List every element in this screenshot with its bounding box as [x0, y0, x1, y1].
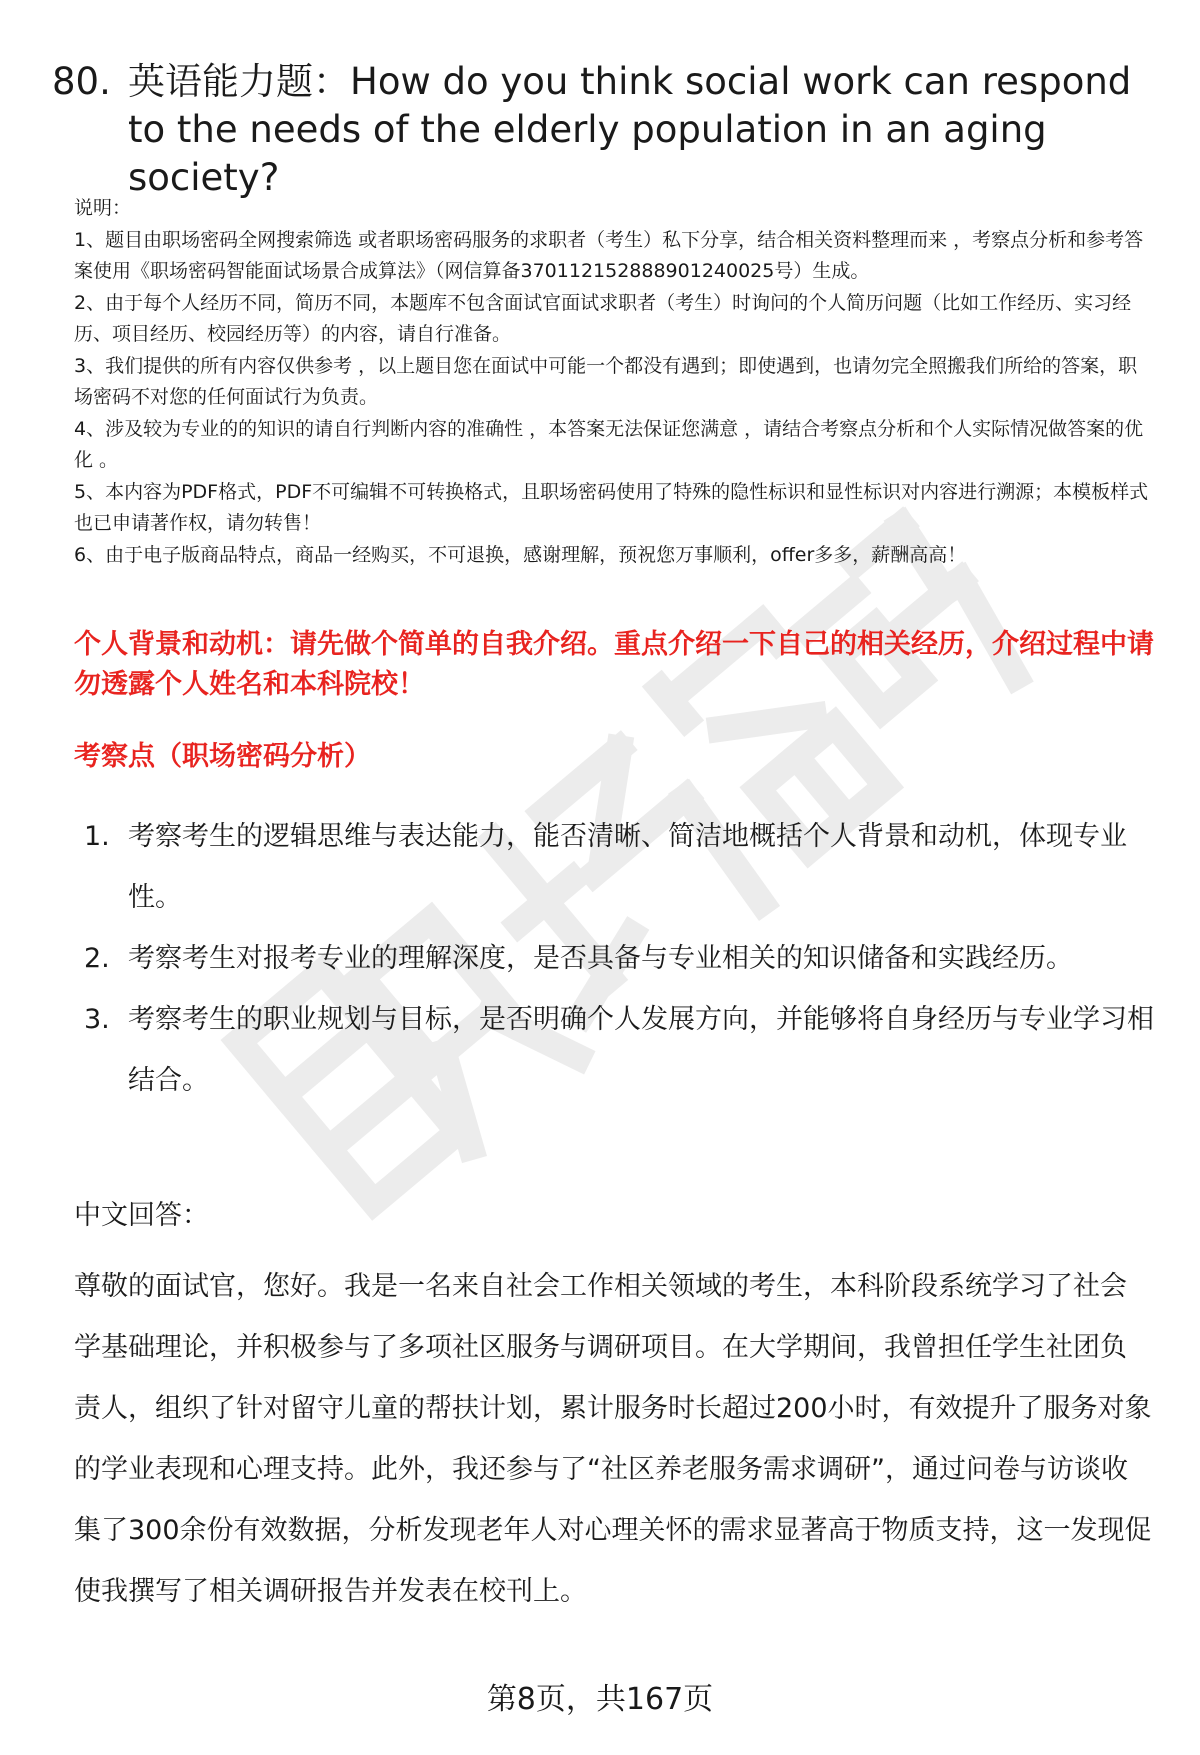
point-index: 1. — [84, 821, 110, 852]
point-index: 2. — [84, 943, 110, 974]
background-question: 个人背景和动机：请先做个简单的自我介绍。重点介绍一下自己的相关经历，介绍过程中请勿透露个人姓名和本科院校！ — [74, 629, 1154, 700]
note-item: 4、涉及较为专业的的知识的请自行判断内容的准确性 ，本答案无法保证您满意 ，请结合考察点分析和个人实际情况做答案的优化 。 — [74, 417, 1144, 471]
note-item: 6、由于电子版商品特点，商品一经购买，不可退换，感谢理解，预祝您万事顺利，offer多多，薪酬高高！ — [74, 543, 967, 566]
analysis-point — [84, 928, 1154, 989]
answer-text: 尊敬的面试官，您好。我是一名来自社会工作相关领域的考生，本科阶段系统学习了社会学基础理论，并积极参与了多项社区服务与调研项目。在大学期间，我曾担任学生社团负责人，组织了针对留守儿童的帮扶计划，累计服务时长超过200小时，有效提升了服务对象的学业表现和心理支持。此外，我还参与了“社区养老服务需求调研”，通过问卷与访谈收集了300余份有效数据，分析发现老年人对心理关怀的需求显著高于物质支持，这一发现促使我撰写了相关调研报告并发表在校刊上。 — [74, 1271, 1152, 1607]
question-title — [52, 58, 1152, 202]
point-index: 3. — [84, 1004, 110, 1035]
point-text: 考察考生的职业规划与目标，是否明确个人发展方向，并能够将自身经历与专业学习相结合。 — [128, 1004, 1154, 1096]
answer-label: 中文回答： — [74, 1200, 209, 1231]
note-item: 3、我们提供的所有内容仅供参考 ，以上题目您在面试中可能一个都没有遇到；即使遇到，也请勿完全照搬我们所给的答案，职场密码不对您的任何面试行为负责。 — [74, 354, 1138, 408]
point-text: 考察考生的逻辑思维与表达能力，能否清晰、简洁地概括个人背景和动机，体现专业性。 — [128, 821, 1127, 913]
notes-block — [74, 193, 1154, 571]
analysis-points-list — [84, 806, 1154, 1111]
analysis-title: 考察点（职场密码分析） — [74, 741, 371, 772]
notes-heading: 说明： — [74, 197, 132, 219]
analysis-point — [84, 989, 1154, 1111]
question-number: 80. — [52, 60, 111, 103]
note-item: 2、由于每个人经历不同，简历不同，本题库不包含面试官面试求职者（考生）时询问的个人简历问题（比如工作经历、实习经历、项目经历、校园经历等）的内容，请自行准备。 — [74, 291, 1132, 345]
question-text: 英语能力题：How do you think social work can respond to the needs of the elderly population in an aging society? — [128, 60, 1132, 199]
note-item: 1、题目由职场密码全网搜索筛选 或者职场密码服务的求职者（考生）私下分享，结合相关资料整理而来 ，考察点分析和参考答案使用《职场密码智能面试场景合成算法》（网信算备370112152888901240025号）生成。 — [74, 228, 1144, 282]
point-text: 考察考生对报考专业的理解深度，是否具备与专业相关的知识储备和实践经历。 — [128, 943, 1073, 974]
page-footer: 第8页，共167页 — [486, 1682, 714, 1717]
note-item: 5、本内容为PDF格式，PDF不可编辑不可转换格式，且职场密码使用了特殊的隐性标识和显性标识对内容进行溯源；本模板样式也已申请著作权，请勿转售！ — [74, 480, 1149, 534]
analysis-point — [84, 806, 1154, 928]
